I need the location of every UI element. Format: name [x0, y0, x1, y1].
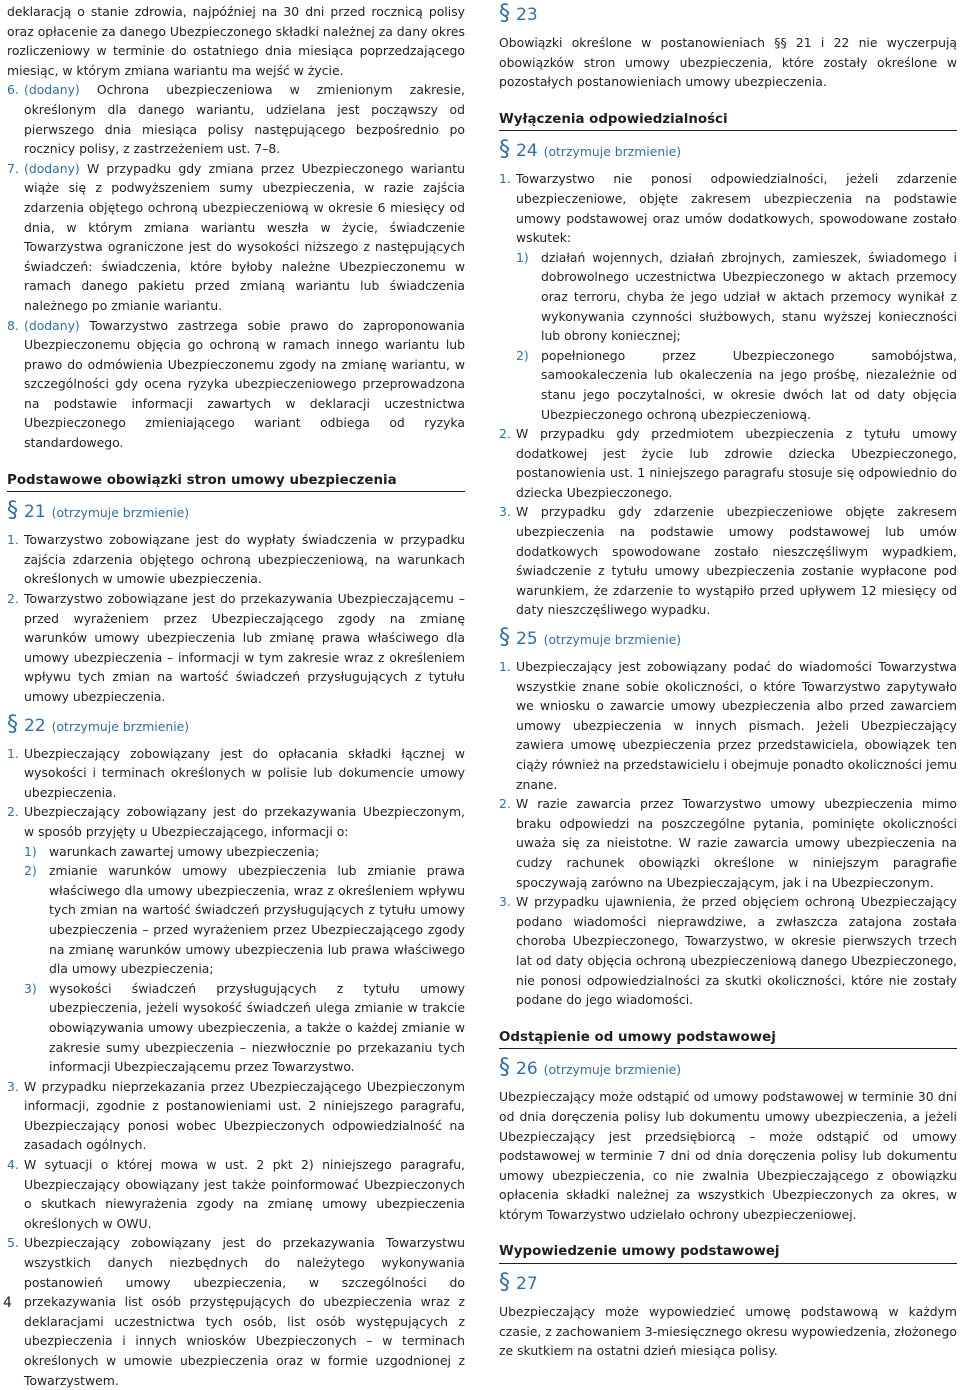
item-tag: (dodany) — [24, 160, 80, 176]
item-number: 6. — [7, 82, 19, 98]
p22-item-5 — [7, 1233, 465, 1390]
section-sign: § — [7, 711, 18, 737]
paragraph-note: (otrzymuje brzmienie) — [51, 718, 190, 734]
section-sign: § — [7, 498, 18, 524]
right-column — [499, 2, 957, 1361]
p23-text: Obowiązki określone w postanowieniach §§ 21 i 22 nie wyczerpują obowiązków stron umowy ubezpieczenia, które zostały określone w pozostałych postanowieniach umowy ubezpieczenia. — [499, 35, 957, 90]
paragraph-26-heading — [499, 1056, 957, 1081]
paragraph-number: 23 — [516, 5, 538, 25]
item-text: Ubezpieczający zobowiązany jest do przekazywania Towarzystwu wszystkich danych niezbędnych do należytego wykonywania postanowień umowy ubezpieczenia, w szczególności do przekazywania list osób przystępujących do ubezpieczenia wraz z deklaracjami uczestnictwa tych osób, list osób występujących z ubezpieczenia i innych wniosków Ubezpieczonych – w terminach określonych w umowie ubezpieczenia oraz w formie uzgodnionej z Towarzystwem. — [24, 1235, 465, 1388]
subitem-number: 3) — [24, 980, 37, 996]
section-title-odstapienie: Odstąpienie od umowy podstawowej — [499, 1028, 957, 1050]
p22-item-4 — [7, 1155, 465, 1233]
item-number: 2. — [499, 796, 511, 812]
item-text: Towarzystwo zastrzega sobie prawo do zaproponowania Ubezpieczonemu objęcia go ochroną w ramach innego wariantu lub prawo do odmówienia Ubezpieczonemu zgody na zmianę wariantu, w szczególności gdy ocena ryzyka ubezpieczeniowego przeprowadzona na podstawie informacji zawartych w deklaracji uczestnictwa Ubezpieczonego zmieniającego wariant odbiega od ryzyka standardowego. — [24, 317, 465, 451]
section-sign: § — [499, 137, 510, 163]
list-item-8 — [7, 316, 465, 453]
section-sign: § — [499, 625, 510, 651]
p24-item-2 — [499, 424, 957, 502]
p24-item-3 — [499, 502, 957, 620]
intro-paragraph: deklaracją o stanie zdrowia, najpóźniej na 30 dni przed rocznicą polisy oraz opłacenie za danego Ubezpieczonego składki należnej za dany okres rozliczeniowy w terminie do ostatniego dnia miesiąca poprzedzającego miesiąc, w którym zmiana wariantu ma wejść w życie. — [7, 4, 465, 78]
item-text: Ubezpieczający zobowiązany jest do opłacania składki łącznej w wysokości i terminach określonych w polisie lub dokumencie umowy ubezpieczenia. — [24, 745, 465, 800]
item-number: 3. — [499, 504, 511, 520]
section-sign: § — [499, 1270, 510, 1296]
item-text: Ubezpieczający zobowiązany jest do przekazywania Ubezpieczonym, w sposób przyjęty u Ubezpieczającego, informacji o: — [24, 804, 465, 839]
subitem-text: popełnionego przez Ubezpieczonego samobójstwa, samookaleczenia lub okaleczenia na jego prośbę, niezależnie od stanu jego poczytalności, w okresie dwóch lat od daty objęcia Ubezpieczonego ochroną ubezpieczeniową. — [541, 347, 957, 422]
item-number: 1. — [499, 659, 511, 675]
subitem-number: 2) — [24, 863, 37, 879]
item-number: 7. — [7, 160, 19, 176]
paragraph-27-heading — [499, 1271, 957, 1296]
item-number: 1. — [7, 532, 19, 548]
item-number: 2. — [7, 804, 19, 820]
item-text: W przypadku ujawnienia, że przed objęciem ochroną Ubezpieczający podano wiadomości nieprawdziwe, a zwłaszcza zatajona została choroba Ubezpieczonego, Towarzystwo, w okresie pierwszych trzech lat od daty objęcia ochroną ubezpieczeniową danego Ubezpieczonego, nie ponosi odpowiedzialności za skutki okoliczności, które nie zostały podane do jego wiadomości. — [516, 894, 957, 1008]
item-text: W przypadku nieprzekazania przez Ubezpieczającego Ubezpieczonym informacji, zgodnie z postanowieniami ust. 2 niniejszego paragrafu, Ubezpieczający ponosi wobec Ubezpieczonych odpowiedzialność na zasadach ogólnych. — [24, 1078, 465, 1153]
p25-item-1 — [499, 657, 957, 794]
item-number: 5. — [7, 1235, 19, 1251]
item-number: 8. — [7, 317, 19, 333]
p24-subitem-1 — [499, 248, 957, 346]
p26-text: Ubezpieczający może odstąpić od umowy podstawowej w terminie 30 dni od dnia doręczenia polisy lub dokumentu umowy ubezpieczenia, a jeżeli Ubezpieczający jest przedsiębiorcą – może odstąpić od umowy podstawowej w terminie 7 dni od dnia doręczenia polisy lub dokumentu umowy ubezpieczenia, co nie zwalnia Ubezpieczającego z obowiązku opłacenia składki należnej za wszystkich Ubezpieczonych za okres, w którym Towarzystwo udzielało ochrony ubezpieczeniowej. — [499, 1089, 957, 1222]
p21-item-2 — [7, 589, 465, 707]
p22-item-3 — [7, 1077, 465, 1155]
item-tag: (dodany) — [24, 317, 80, 333]
paragraph-note: (otrzymuje brzmienie) — [543, 632, 682, 648]
p24-item-1 — [499, 169, 957, 247]
item-number: 1. — [499, 171, 511, 187]
paragraph-number: 26 — [516, 1059, 538, 1080]
subitem-number: 1) — [516, 249, 529, 265]
section-sign: § — [499, 1055, 510, 1081]
subitem-text: zmianie warunków umowy ubezpieczenia lub zmianie prawa właściwego dla umowy ubezpieczenia, wraz z określeniem wpływu tych zmian na wartość świadczeń przysługujących z tytułu umowy ubezpieczenia – przed wyrażeniem przez Ubezpieczającego zgody na zmianę warunków umowy ubezpieczenia lub prawa właściwego dla umowy ubezpieczenia; — [49, 863, 465, 977]
paragraph-21-heading — [7, 499, 465, 524]
item-number: 2. — [499, 426, 511, 442]
paragraph-number: 27 — [516, 1274, 538, 1295]
subitem-number: 2) — [516, 347, 529, 363]
section-sign: § — [499, 1, 510, 26]
paragraph-number: 25 — [516, 629, 538, 650]
p21-item-1 — [7, 530, 465, 589]
item-text: W sytuacji o której mowa w ust. 2 pkt 2) niniejszego paragrafu, Ubezpieczający obowiązany jest także poinformować Ubezpieczonych o skutkach niewyrażenia zgody na zmianę umowy ubezpieczenia określonych w OWU. — [24, 1157, 465, 1231]
paragraph-note: (otrzymuje brzmienie) — [51, 505, 190, 521]
p25-item-2 — [499, 794, 957, 892]
p22-subitem-2 — [7, 861, 465, 979]
p24-subitem-2 — [499, 346, 957, 424]
list-item-6 — [7, 80, 465, 158]
paragraph-note: (otrzymuje brzmienie) — [543, 1062, 682, 1078]
item-text: W przypadku gdy przedmiotem ubezpieczenia z tytułu umowy dodatkowej jest życie lub zdrowie dziecka Ubezpieczonego, postanowienia ust. 1 niniejszego paragrafu stosuje się odpowiednio do dziecka Ubezpieczonego. — [516, 426, 957, 500]
item-number: 2. — [7, 591, 19, 607]
item-number: 3. — [7, 1078, 19, 1094]
paragraph-22-heading — [7, 713, 465, 738]
page-number: 4 — [3, 1295, 12, 1311]
item-text: Towarzystwo zobowiązane jest do przekazywania Ubezpieczającemu – przed wyrażeniem przez Ubezpieczającego zgody na zmianę warunków umowy ubezpieczenia lub zmianę prawa właściwego dla umowy ubezpieczenia – informacji w tym zakresie wraz z określeniem wpływu tych zmian na wartość świadczeń przysługujących z tytułu umowy ubezpieczenia. — [24, 591, 465, 704]
paragraph-23-heading — [499, 2, 957, 27]
p22-subitem-3 — [7, 979, 465, 1077]
item-text: Ochrona ubezpieczeniowa w zmienionym zakresie, określonym dla danego wariantu, udzielana jest począwszy od pierwszego dnia miesiąca polisy następującego bezpośrednio po rocznicy polisy, z zastrzeżeniem ust. 7–8. — [24, 82, 465, 157]
item-number: 4. — [7, 1157, 19, 1173]
subitem-text: warunkach zawartej umowy ubezpieczenia; — [49, 843, 320, 859]
item-text: Towarzystwo zobowiązane jest do wypłaty świadczenia w przypadku zajścia zdarzenia objętego ochroną ubezpieczeniową, na warunkach określonych w umowie ubezpieczenia. — [24, 532, 465, 587]
item-text: W przypadku gdy zmiana przez Ubezpieczonego wariantu wiąże się z podwyższeniem sumy ubezpieczenia, w razie zajścia zdarzenia objętego ochroną ubezpieczeniową w okresie 6 miesięcy od dnia, w którym zmiana wariantu weszła w życie, świadczenie Towarzystwa ograniczone jest do wysokości niższego z następujących świadczeń: świadczenia, które byłoby należne Ubezpieczonemu w ramach danego pakietu przed zmianą wariantu lub świadczenia należnego po zmianie wariantu. — [24, 160, 465, 313]
section-title-obowiazki: Podstawowe obowiązki stron umowy ubezpieczenia — [7, 471, 465, 493]
list-item-7 — [7, 159, 465, 316]
item-number: 3. — [499, 894, 511, 910]
subitem-number: 1) — [24, 843, 37, 859]
paragraph-note: (otrzymuje brzmienie) — [543, 144, 682, 160]
item-tag: (dodany) — [24, 82, 80, 98]
item-text: W przypadku gdy zdarzenie ubezpieczeniowe objęte zakresem ubezpieczenia na podstawie umowy podstawowej lub umów dodatkowych spowodowane zostało nieszczęśliwym wypadkiem, świadczenie z tytułu umowy ubezpieczenia zostanie wypłacone pod warunkiem, że zdarzenie to wystąpiło przed upływem 12 miesięcy od daty nieszczęśliwego wypadku. — [516, 504, 957, 618]
p22-item-1 — [7, 744, 465, 803]
subitem-text: wysokości świadczeń przysługujących z tytułu umowy ubezpieczenia, jeżeli wysokość świadczeń ulega zmianie w trakcie obowiązywania umowy ubezpieczenia, a także o każdej zmianie w zakresie sumy ubezpieczenia – niezwłocznie po przekazaniu tych informacji Ubezpieczającemu przez Towarzystwo. — [49, 980, 465, 1075]
p22-subitem-1 — [7, 842, 465, 862]
paragraph-number: 22 — [24, 715, 46, 736]
p22-item-2 — [7, 802, 465, 841]
paragraph-25-heading — [499, 626, 957, 651]
paragraph-24-heading — [499, 138, 957, 163]
item-text: W razie zawarcia przez Towarzystwo umowy ubezpieczenia mimo braku odpowiedzi na poszczególne pytania, pominięte okoliczności uważa się za nieistotne. W razie zawarcia umowy ubezpieczenia na cudzy rachunek obowiązki określone w niniejszym paragrafie spoczywają zarówno na Ubezpieczającym, jak i na Ubezpieczonym. — [516, 796, 957, 890]
item-number: 1. — [7, 745, 19, 761]
paragraph-number: 21 — [24, 502, 46, 523]
paragraph-number: 24 — [516, 141, 538, 162]
item-text: Ubezpieczający jest zobowiązany podać do wiadomości Towarzystwa wszystkie znane sobie okoliczności, o które Towarzystwo zapytywało we wniosku o zawarcie umowy ubezpieczenia albo przed zawarciem umowy ubezpieczenia w innych pismach. Jeżeli Ubezpieczający zawiera umowę ubezpieczenia przez przedstawiciela, obowiązek ten ciąży również na przedstawicielu i obejmuje ponadto okoliczności jemu znane. — [516, 659, 957, 792]
section-title-wylaczenia: Wyłączenia odpowiedzialności — [499, 110, 957, 132]
left-column — [7, 2, 465, 1390]
subitem-text: działań wojennych, działań zbrojnych, zamieszek, świadomego i dobrowolnego uczestnictwa Ubezpieczonego w aktach przemocy oraz terroru, chyba że jego udział w aktach przemocy wynikał z wykonywania czynności służbowych, stanu wyższej konieczności lub obrony koniecznej; — [541, 249, 957, 344]
section-title-wypowiedzenie: Wypowiedzenie umowy podstawowej — [499, 1242, 957, 1264]
p27-text: Ubezpieczający może wypowiedzieć umowę podstawową w każdym czasie, z zachowaniem 3-miesięcznego okresu wypowiedzenia, złożonego ze skutkiem na ostatni dzień miesiąca polisy. — [499, 1304, 957, 1359]
item-text: Towarzystwo nie ponosi odpowiedzialności, jeżeli zdarzenie ubezpieczeniowe, objęte zakresem ubezpieczenia na podstawie umowy podstawowej oraz umów dodatkowych, spowodowane zostało wskutek: — [516, 171, 957, 246]
p25-item-3 — [499, 892, 957, 1010]
